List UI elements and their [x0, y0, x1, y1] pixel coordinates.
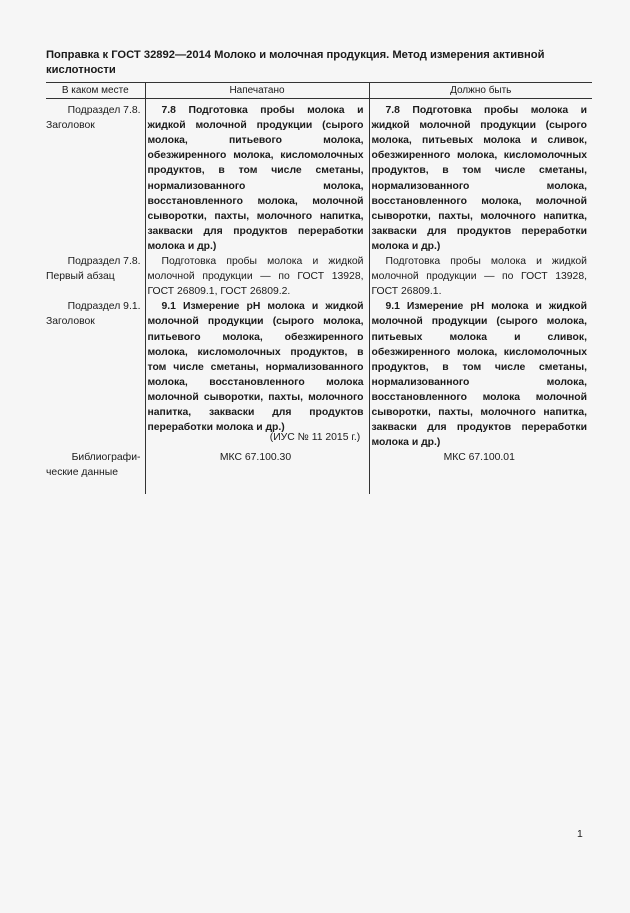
printed-cell — [145, 254, 369, 299]
page-number: 1 — [577, 829, 583, 840]
location-cell — [46, 299, 145, 450]
location-cell — [46, 450, 145, 494]
location-cell — [46, 254, 145, 299]
printed-cell — [145, 299, 369, 450]
printed-text: Подготовка пробы молока и жидкой молочной продукции — по ГОСТ 13928, ГОСТ 26809.1, ГОСТ 26809.2. — [147, 256, 364, 298]
location-part: Заголовок — [46, 120, 95, 132]
should-be-text: Подготовка пробы молока и жидкой молочной продукции — по ГОСТ 13928, ГОСТ 26809.1. — [371, 256, 587, 298]
printed-cell — [145, 99, 369, 254]
header-printed: Напечатано — [145, 83, 369, 99]
printed-cell — [145, 450, 369, 494]
location-part: Заголовок — [46, 316, 95, 328]
location-section: Подраздел 7.8. — [67, 256, 141, 268]
should-be-text: 9.1 Измерение рН молока и жидкой молочной продукции (сырого молока, питьевых молока и сливок, обезжиренного молока, кисломолочных продуктов, в том числе сметаны, нормализованного молока, восстановленного молока молочной сыворотки, пахты, молочного напитка, закваски для продуктов переработки молока и др.) — [371, 301, 587, 449]
document-title: Поправка к ГОСТ 32892—2014 Молоко и молочная продукция. Метод измерения активной кислотности — [46, 49, 545, 76]
table-row — [46, 450, 592, 494]
location-part: ческие данные — [46, 467, 118, 479]
location-section: Подраздел 7.8. — [67, 105, 141, 117]
table-row — [46, 99, 592, 254]
location-cell — [46, 99, 145, 254]
location-section: Подраздел 9.1. — [67, 301, 141, 313]
should-be-cell — [369, 99, 592, 254]
header-should-be: Должно быть — [369, 83, 592, 99]
source-note: (ИУС № 11 2015 г.) — [269, 432, 361, 443]
table-row — [46, 299, 592, 450]
should-be-text: 7.8 Подготовка пробы молока и жидкой молочной продукции (сырого молока, питьевых молока и сливок, обезжиренного молока, кисломолочных продуктов, в том числе сметаны, нормализованного молока, восстановленного молока, молочной сыворотки, пахты, молочного напитка, закваски для продуктов переработки молока и др.) — [371, 105, 587, 252]
should-be-text: МКС 67.100.01 — [443, 452, 515, 464]
printed-text: МКС 67.100.30 — [219, 452, 292, 464]
should-be-cell — [369, 299, 592, 450]
should-be-cell — [369, 450, 592, 494]
table-header-row — [46, 83, 592, 99]
location-part: Первый абзац — [46, 271, 115, 283]
printed-text: 7.8 Подготовка пробы молока и жидкой молочной продукции (сырого молока, питьевого молока, обезжиренного молока, кисломолочных продуктов, в том числе сметаны, нормализованного молока, восстановленного молока, молочной сыворотки, пахты, молочного напитка, закваски для продуктов переработки молока и др.) — [147, 105, 364, 252]
table-row — [46, 254, 592, 299]
location-section: Библиографи- — [71, 452, 141, 464]
header-location: В каком месте — [46, 83, 145, 99]
should-be-cell — [369, 254, 592, 299]
printed-text: 9.1 Измерение рН молока и жидкой молочной продукции (сырого молока, питьевого молока, обезжиренного молока, кисломолочных продуктов, в том числе сметаны, нормализованного молока, восстановленного молока молочной сыворотки, пахты, молочного напитка, закваски для продуктов переработки молока и др.) — [147, 301, 364, 434]
